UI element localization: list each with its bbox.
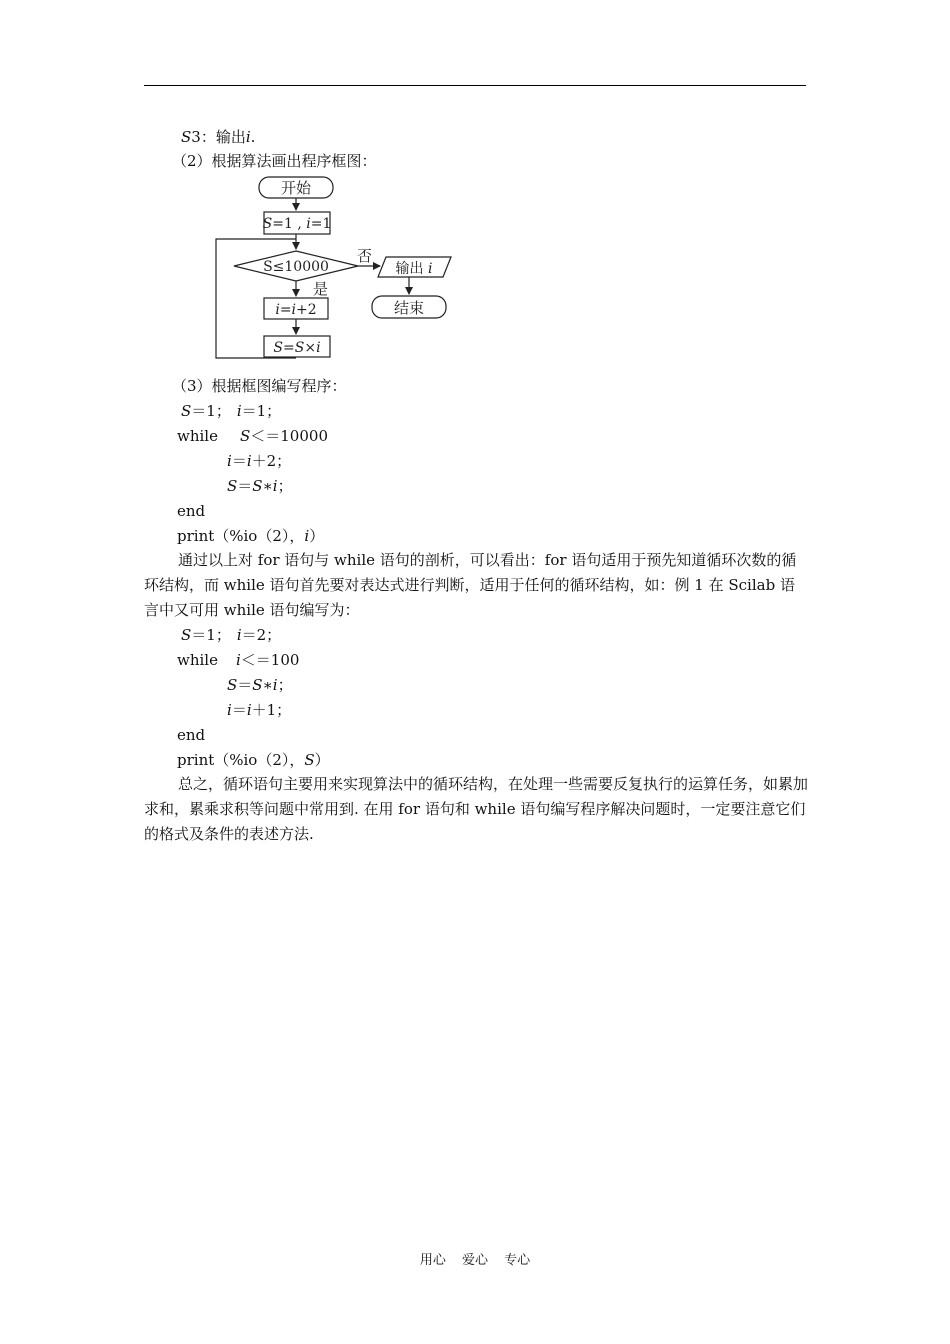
flowchart	[200, 170, 470, 370]
step3-line: S3：输出i.	[181, 128, 256, 146]
prog1-end: end	[177, 502, 206, 520]
header-rule	[144, 85, 806, 86]
prog2-print: print（%io（2），S）	[177, 751, 330, 769]
prog1-print: print（%io（2），i）	[177, 527, 325, 545]
paragraph-2: 总之，循环语句主要用来实现算法中的循环结构，在处理一些需要反复执行的运算任务，如累加求和，累乘求积等问题中常用到. 在用 for 语句和 while 语句编写程序解决问题时，一定要注意它们的格式及条件的表述方法.	[144, 775, 809, 843]
condition-label: S≤10000	[263, 259, 329, 275]
prog1-init: S＝1； i＝1；	[181, 402, 282, 420]
page-footer	[0, 1249, 950, 1268]
prog2-body-2: i＝i＋1；	[227, 701, 292, 719]
init-label: S=1 , i=1	[262, 216, 332, 232]
footer-item: 用心	[419, 1253, 446, 1268]
prog1-while: while S＜＝10000	[177, 427, 328, 445]
output-label: 输出 i	[395, 261, 433, 277]
step3-heading: （3）根据框图编写程序：	[172, 377, 347, 395]
start-label: 开始	[280, 179, 312, 197]
no-label: 否	[357, 247, 373, 265]
prog1-body-2: S＝S∗i；	[227, 477, 293, 495]
step2-heading: （2）根据算法画出程序框图：	[172, 152, 377, 170]
prog2-body-1: S＝S∗i；	[227, 676, 293, 694]
footer-item: 专心	[504, 1253, 531, 1268]
end-label: 结束	[393, 299, 425, 317]
footer-item: 爱心	[461, 1253, 488, 1268]
prog2-end: end	[177, 726, 206, 744]
prog2-init: S＝1； i＝2；	[181, 626, 282, 644]
increment-label: i=i+2	[275, 302, 317, 318]
yes-label: 是	[313, 280, 329, 298]
multiply-label: S=S×i	[273, 340, 321, 356]
prog1-body-1: i＝i＋2；	[227, 452, 292, 470]
paragraph-1: 通过以上对 for 语句与 while 语句的剖析，可以看出：for 语句适用于预先知道循环次数的循环结构，而 while 语句首先要对表达式进行判断，适用于任何的循环结构，如：例 1 在 Scilab 语言中又可用 while 语句编写为：	[144, 551, 797, 619]
prog2-while: while i＜＝100	[177, 651, 300, 669]
